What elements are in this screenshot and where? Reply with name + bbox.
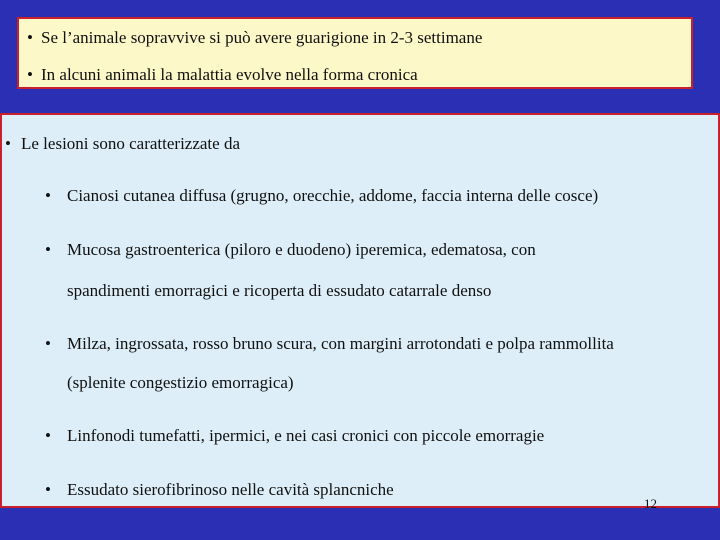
bullet-icon: • <box>27 28 33 47</box>
lesion-item-2-cont: spandimenti emorragici e ricoperta di essudato catarrale denso <box>67 281 492 300</box>
summary-item-1: Se l’animale sopravvive si può avere guarigione in 2-3 settimane <box>41 28 483 47</box>
lesion-item-1: Cianosi cutanea diffusa (grugno, orecchie, addome, faccia interna delle cosce) <box>67 186 599 205</box>
lesions-heading: Le lesioni sono caratterizzate da <box>21 134 240 153</box>
lesions-box <box>0 113 720 508</box>
summary-item-2: In alcuni animali la malattia evolve nella forma cronica <box>41 65 418 84</box>
lesion-item-2: Mucosa gastroenterica (piloro e duodeno) iperemica, edematosa, con <box>67 240 536 259</box>
bullet-icon: • <box>45 240 51 259</box>
lesion-item-3: Milza, ingrossata, rosso bruno scura, con margini arrotondati e polpa rammollita <box>67 334 614 353</box>
bullet-icon: • <box>27 65 33 84</box>
bullet-icon: • <box>45 334 51 353</box>
bullet-icon: • <box>5 134 11 153</box>
lesion-item-5: Essudato sierofibrinoso nelle cavità splancniche <box>67 480 394 499</box>
lesion-item-3-cont: (splenite congestizio emorragica) <box>67 373 294 392</box>
bullet-icon: • <box>45 480 51 499</box>
lesion-item-4: Linfonodi tumefatti, ipermici, e nei casi cronici con piccole emorragie <box>67 426 545 445</box>
bullet-icon: • <box>45 186 51 205</box>
bullet-icon: • <box>45 426 51 445</box>
page-number: 12 <box>644 496 657 511</box>
